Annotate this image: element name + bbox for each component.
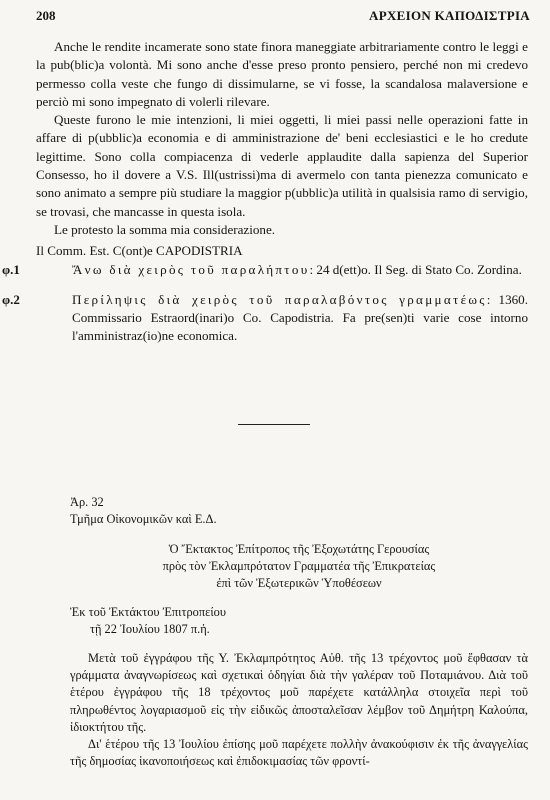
addressee-line: ἐπὶ τῶν Ἐξωτερικῶν Ὑποθέσεων	[216, 576, 382, 590]
addressee-line: πρὸς τὸν Ἐκλαμπρότατον Γραμματέα τῆς Ἐπικρατείας	[162, 559, 436, 573]
greek-document-body	[70, 650, 528, 770]
italian-letter	[2, 38, 528, 346]
paragraph: Queste furono le mie intenzioni, li miei oggetti, li miei passi nelle operazioni fatte in affare di p(ubblic)a economia e di amministrazione de' beni ecclesiastici e le ho credute legittime. Sono colla compiacenza di vederle applaudite dalla sapienza del Superior Consesso, ho il dovere a V.S. Ill(ustrissi)ma di avermelo con tanta pienezza comunicato e sono animato a sempre più studiare la maggior p(ubblic)a utilità in qualsisia ramo di servigio, se trovasi, che mancasse in questa isola.	[36, 112, 528, 219]
paragraph: Le protesto la somma mia considerazione.	[54, 221, 276, 237]
addressee-line: Ὁ Ἔκτακτος Ἐπίτροπος τῆς Ἐξοχωτάτης Γερουσίας	[168, 542, 430, 556]
department-name: Τμῆμα Οἰκονομικῶν καὶ Ε.Δ.	[70, 512, 217, 526]
note-mark: φ.1	[2, 261, 20, 277]
origin-line: Ἐκ τοῦ Ἐκτάκτου Ἐπιτροπείου	[70, 605, 226, 619]
greek-paragraph: Δι' ἑτέρου τῆς 13 Ἰουλίου ἐπίσης μοῦ παρέχετε πολλὴν ἀνακούφισιν ἐκ τῆς ἀναγγελίας τῆς δημοσίας ἱκανοποιήσεως καὶ ἐπιδοκιμασίας τῶν φροντί-	[70, 737, 528, 769]
page-number: 208	[36, 8, 56, 23]
document-number: Ἀρ. 32	[70, 495, 104, 509]
section-divider	[238, 424, 310, 425]
note-text: : 24 d(ett)o. Il Seg. di Stato Co. Zordina.	[309, 261, 522, 277]
running-title: ΑΡΧΕΙΟΝ ΚΑΠΟΔΙΣΤΡΙΑ	[369, 8, 530, 23]
note-item	[2, 291, 528, 346]
addressee-block	[70, 541, 528, 592]
paragraph: Anche le rendite incamerate sono state finora maneggiate arbitrariamente contro le leggi e la pub(blic)a volontà. Mi sono anche d'esse preso pronto pensiero, perché non mi credevo permesso colla veste che fungo di dissimularne, se vi fosse, la scandalosa malaversione e perciò mi sono impegnato di volerli rilevare.	[36, 39, 528, 109]
note-item	[2, 261, 528, 279]
date-line: τῇ 22 Ἰουλίου 1807 π.ἡ.	[90, 622, 210, 636]
signature: Il Comm. Est. C(ont)e CAPODISTRIA	[36, 243, 243, 259]
greek-paragraph: Μετὰ τοῦ ἐγγράφου τῆς Υ. Ἐκλαμπρότητος Αὐθ. τῆς 13 τρέχοντος μοῦ ἔφθασαν τὰ γράμματα ἀναγνωρίσεως καὶ σχετικαὶ ὁδηγίαι διὰ τὴν γαλέραν τοῦ Ποταμιάνου. Διὰ τοῦ ἑτέρου ἐγγράφου τῆς 18 τρέχοντος μοῦ παρέχετε κατάλληλα στοιχεῖα περὶ τοῦ πληρωθέντος λογαριασμοῦ εἰς τὴν εἰδικῶς ἀποσταλεῖσαν λέμβον τοῦ Δημήτρη Καλούπα, ἰδιοκτήτου τῆς.	[70, 651, 528, 734]
note-text: : 1360. Commissario Estraord(inari)o Co. Capodistria. Fa pre(sen)ti varie cose intorno l'amministraz(io)ne economica.	[72, 291, 528, 344]
greek-document-header	[70, 494, 528, 638]
note-mark: φ.2	[2, 291, 20, 307]
spaced-greek-text: Ἄνω διὰ χειρὸς τοῦ παραλήπτου	[72, 261, 310, 277]
spaced-greek-text: Περίληψις διὰ χειρὸς τοῦ παραλαβόντος γραμματέως	[72, 291, 487, 307]
page-header	[0, 8, 550, 28]
